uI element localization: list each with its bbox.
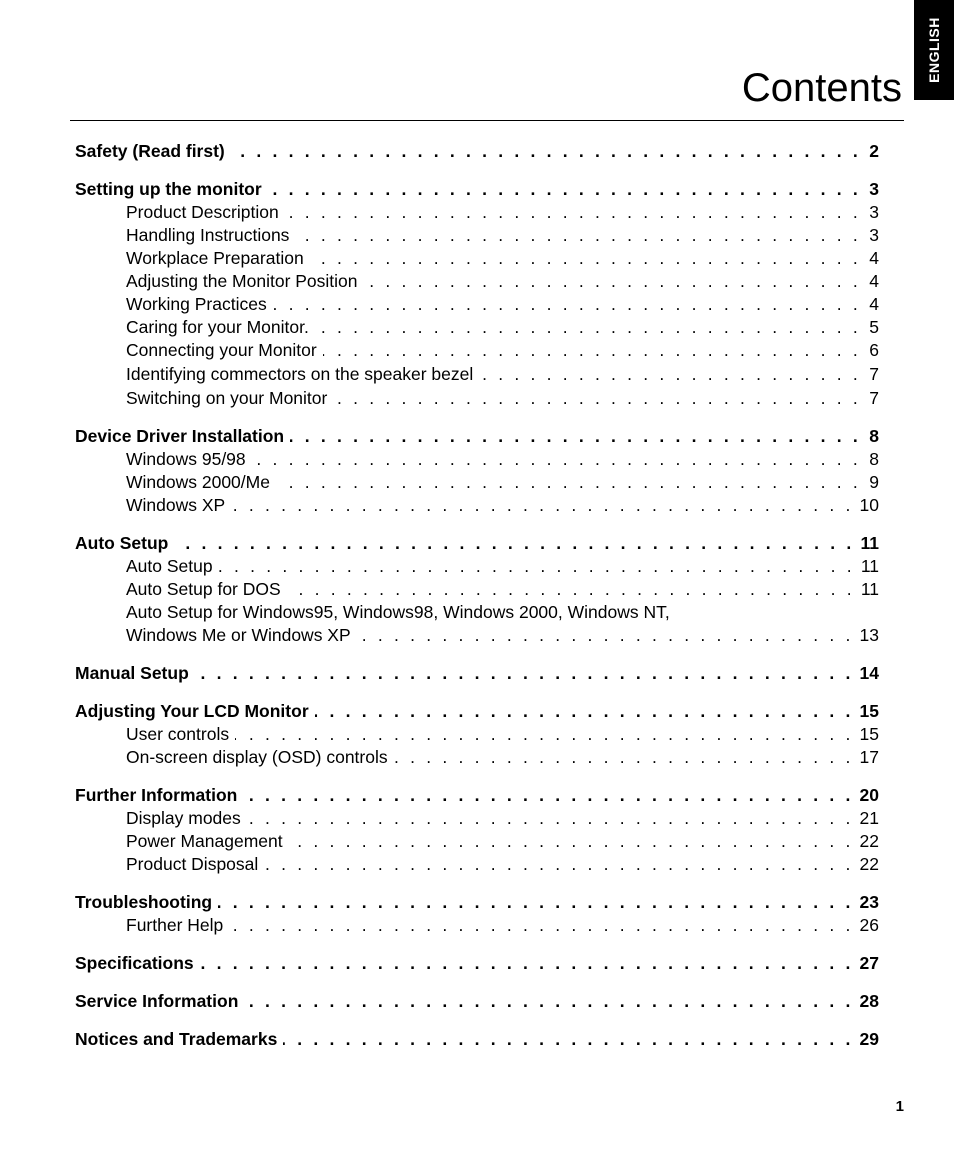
toc-subentry[interactable] <box>75 807 879 830</box>
toc-subentry-label: Caring for your Monitor. <box>126 317 309 337</box>
toc-subentry-label: Auto Setup <box>126 556 213 576</box>
toc-subentry[interactable] <box>75 746 879 769</box>
dot-leader <box>195 662 854 685</box>
dot-leader <box>174 532 854 555</box>
table-of-contents <box>75 140 879 1066</box>
dot-leader <box>310 247 861 270</box>
dot-leader <box>243 784 853 807</box>
page-title: Contents <box>741 66 902 110</box>
dot-leader <box>364 270 861 293</box>
toc-subentry[interactable] <box>75 362 879 387</box>
language-tab-label: ENGLISH <box>926 17 943 83</box>
dot-leader <box>247 807 854 830</box>
toc-section <box>75 425 879 517</box>
toc-subentry-page: 13 <box>859 625 879 645</box>
toc-subentry[interactable] <box>75 555 879 578</box>
toc-subentry-page: 7 <box>869 364 879 384</box>
toc-section <box>75 662 879 685</box>
dot-leader <box>252 448 861 471</box>
toc-subentry-page: 15 <box>859 724 879 744</box>
toc-subentry-page: 17 <box>859 747 879 767</box>
toc-subentry-label: Product Description <box>126 202 279 222</box>
dot-leader <box>287 578 855 601</box>
toc-entry-page: 27 <box>859 953 879 973</box>
toc-subentry-page: 26 <box>859 915 879 935</box>
dot-leader <box>244 990 853 1013</box>
language-tab <box>914 0 954 100</box>
toc-entry-page: 20 <box>859 785 879 805</box>
toc-entry-page: 28 <box>859 991 879 1011</box>
dot-leader <box>295 224 861 247</box>
toc-subentry-label: Product Disposal <box>126 854 259 874</box>
toc-section <box>75 1028 879 1051</box>
toc-subentry-label: User controls <box>126 724 230 744</box>
toc-subentry-page: 7 <box>869 388 879 408</box>
toc-entry-label: Specifications <box>75 953 194 973</box>
toc-subentry[interactable] <box>75 601 879 624</box>
toc-entry[interactable] <box>75 784 879 807</box>
toc-subentry[interactable] <box>75 494 879 517</box>
toc-subentry-label: On-screen display (OSD) controls <box>126 747 388 767</box>
toc-section <box>75 700 879 769</box>
toc-subentry[interactable] <box>75 387 879 410</box>
toc-entry[interactable] <box>75 990 879 1013</box>
toc-subentry-label: Connecting your Monitor <box>126 340 317 360</box>
toc-entry-label: Further Information <box>75 785 238 805</box>
toc-entry[interactable] <box>75 952 879 975</box>
toc-entry[interactable] <box>75 1028 879 1051</box>
toc-entry-label: Service Information <box>75 991 239 1011</box>
toc-section <box>75 140 879 163</box>
toc-entry[interactable] <box>75 140 879 163</box>
toc-subentry-page: 4 <box>869 271 879 291</box>
dot-leader <box>231 140 861 163</box>
toc-subentry-page: 8 <box>869 449 879 469</box>
page-number: 1 <box>895 1098 904 1115</box>
toc-entry-label: Adjusting Your LCD Monitor <box>75 701 309 721</box>
toc-entry-page: 3 <box>869 179 879 199</box>
toc-subentry[interactable] <box>75 830 879 853</box>
toc-entry-page: 14 <box>859 663 879 683</box>
toc-subentry[interactable] <box>75 624 879 647</box>
toc-subentry-page: 10 <box>859 495 879 515</box>
toc-subentry[interactable] <box>75 914 879 937</box>
dot-leader <box>200 952 854 975</box>
toc-subentry-page: 11 <box>860 579 879 599</box>
toc-section <box>75 178 879 410</box>
toc-subentry[interactable] <box>75 247 879 270</box>
dot-leader <box>290 425 861 448</box>
dot-leader <box>229 914 853 937</box>
toc-subentry[interactable] <box>75 293 879 316</box>
toc-entry-label: Setting up the monitor <box>75 179 262 199</box>
toc-section <box>75 891 879 937</box>
dot-leader <box>333 387 861 410</box>
toc-subentry-page: 4 <box>869 248 879 268</box>
toc-subentry-label: Windows 95/98 <box>126 449 246 469</box>
toc-subentry-label: Further Help <box>126 915 224 935</box>
dot-leader <box>218 891 853 914</box>
toc-subentry-label: Adjusting the Monitor Position <box>126 271 358 291</box>
toc-subentry-label: Working Practices <box>126 294 267 314</box>
dot-leader <box>315 316 861 339</box>
toc-entry-page: 11 <box>860 533 879 553</box>
dot-leader <box>315 700 854 723</box>
toc-subentry[interactable] <box>75 339 879 362</box>
dot-leader <box>323 339 861 362</box>
toc-entry-page: 29 <box>859 1029 879 1049</box>
toc-entry-label: Manual Setup <box>75 663 189 683</box>
toc-entry[interactable] <box>75 178 879 201</box>
dot-leader <box>394 746 854 769</box>
toc-subentry-page: 6 <box>869 340 879 360</box>
toc-subentry-label: Windows 2000/Me <box>126 472 270 492</box>
toc-entry[interactable] <box>75 532 879 555</box>
dot-leader <box>289 830 854 853</box>
toc-subentry[interactable] <box>75 471 879 494</box>
toc-subentry-page: 3 <box>869 202 879 222</box>
dot-leader <box>283 1028 853 1051</box>
toc-subentry-page: 5 <box>869 317 879 337</box>
toc-subentry[interactable] <box>75 723 879 746</box>
toc-entry-page: 2 <box>869 141 879 161</box>
toc-entry[interactable] <box>75 700 879 723</box>
toc-entry-page: 15 <box>859 701 879 721</box>
dot-leader <box>219 555 855 578</box>
toc-subentry-label: Windows XP <box>126 495 226 515</box>
dot-leader <box>285 201 861 224</box>
toc-entry-label: Device Driver Installation <box>75 426 285 446</box>
toc-entry-label: Safety (Read first) <box>75 141 225 161</box>
toc-entry-label: Auto Setup <box>75 533 169 553</box>
toc-entry[interactable] <box>75 891 879 914</box>
title-divider <box>70 120 904 121</box>
toc-section <box>75 784 879 876</box>
toc-subentry-label: Workplace Preparation <box>126 248 304 268</box>
toc-subentry[interactable] <box>75 270 879 293</box>
toc-entry-label: Troubleshooting <box>75 892 213 912</box>
toc-subentry-page: 9 <box>869 472 879 492</box>
toc-subentry-label: Display modes <box>126 808 241 828</box>
toc-subentry[interactable] <box>75 853 879 876</box>
dot-leader <box>268 178 861 201</box>
dot-leader <box>231 494 853 517</box>
toc-subentry-label: Windows Me or Windows XP <box>126 625 351 645</box>
toc-subentry[interactable] <box>75 224 879 247</box>
toc-section <box>75 532 879 647</box>
toc-subentry-page: 4 <box>869 294 879 314</box>
toc-entry-page: 23 <box>859 892 879 912</box>
toc-section <box>75 990 879 1013</box>
dot-leader <box>235 723 853 746</box>
toc-subentry-label: Auto Setup for DOS <box>126 579 281 599</box>
toc-subentry-label: Power Management <box>126 831 283 851</box>
toc-subentry-page: 3 <box>869 225 879 245</box>
dot-leader <box>276 471 861 494</box>
toc-subentry-page: 22 <box>859 831 879 851</box>
toc-subentry-label: Switching on your Monitor <box>126 388 328 408</box>
toc-entry-page: 8 <box>869 426 879 446</box>
toc-entry[interactable] <box>75 425 879 448</box>
toc-subentry-page: 11 <box>860 556 879 576</box>
dot-leader <box>479 362 861 387</box>
toc-subentry-page: 22 <box>859 854 879 874</box>
toc-subentry[interactable] <box>75 448 879 471</box>
dot-leader <box>273 293 861 316</box>
toc-subentry-page: 21 <box>859 808 879 828</box>
dot-leader <box>264 853 853 876</box>
dot-leader <box>357 624 854 647</box>
toc-subentry[interactable] <box>75 201 879 224</box>
toc-subentry[interactable] <box>75 578 879 601</box>
toc-subentry-label: Handling Instructions <box>126 225 290 245</box>
toc-entry-label: Notices and Trademarks <box>75 1029 278 1049</box>
toc-entry[interactable] <box>75 662 879 685</box>
toc-section <box>75 952 879 975</box>
toc-subentry-label: Identifying commectors on the speaker bezel <box>126 364 474 384</box>
toc-subentry-label: Auto Setup for Windows95, Windows98, Windows 2000, Windows NT, <box>126 602 670 622</box>
toc-subentry[interactable] <box>75 316 879 339</box>
